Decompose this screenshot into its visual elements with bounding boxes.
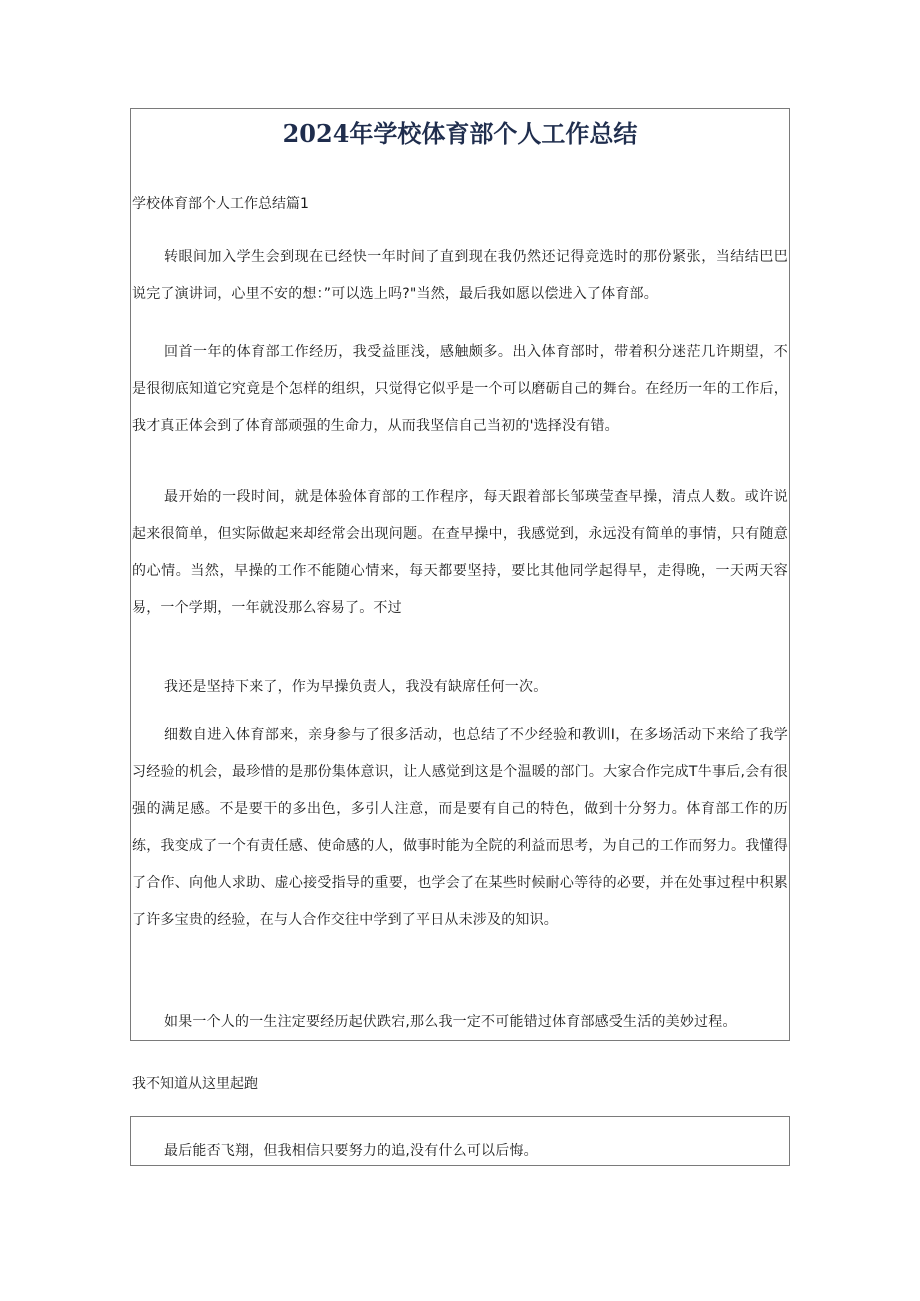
paragraph-2: 回首一年的体育部工作经历，我受益匪浅，感触颇多。出入体育部时，带着积分迷茫几许期望，不是很彻底知道它究竟是个怎样的组织，只觉得它似乎是一个可以磨砺自己的舞台。在经历一年的工作后，我才真正体会到了体育部顽强的生命力，从而我坚信自己当初的'选择没有错。 bbox=[132, 344, 788, 434]
paragraph-3: 最开始的一段时间，就是体验体育部的工作程序，每天跟着部长邹瑛莹查早操，清点人数。或许说起来很简单，但实际做起来却经常会出现问题。在查早操中，我感觉到，永远没有简单的事情，只有随意的心情。当然，早操的工作不能随心情来，每天都要坚持，要比其他同学起得早，走得晚，一天两天容易，一个学期，一年就没那么容易了。不过 bbox=[132, 489, 788, 616]
final-paragraph: 最后能否飞翔，但我相信只要努力的追,没有什么可以后悔。 bbox=[164, 1143, 538, 1159]
document-title: 2024年学校体育部个人工作总结 bbox=[282, 119, 638, 148]
paragraph-5: 细数自进入体育部来，亲身参与了很多活动，也总结了不少经验和教训I，在多场活动下来给了我学习经验的机会，最珍惜的是那份集体意识，让人感觉到这是个温暖的部门。大家合作完成T牛事后,会有很强的满足感。不是要干的多出色，多引人注意，而是要有自己的特色，做到十分努力。体育部工作的历练，我变成了一个有责任感、使命感的人，做事时能为全院的利益而思考，为自己的工作而努力。我懂得了合作、向他人求助、虚心接受指导的重要，也学会了在某些时候耐心等待的必要，并在处事过程中积累了许多宝贵的经验，在与人合作交往中学到了平日从未涉及的知识。 bbox=[132, 727, 788, 928]
section-heading: 学校体育部个人工作总结篇1 bbox=[132, 196, 309, 212]
outside-frame-line: 我不知道从这里起跑 bbox=[132, 1076, 258, 1092]
paragraph-1: 转眼间加入学生会到现在已经快一年时间了直到现在我仍然还记得竞选时的那份紧张，当结结巴巴说完了演讲词，心里不安的想：”可以选上吗?"当然，最后我如愿以偿进入了体育部。 bbox=[132, 249, 788, 302]
paragraph-4: 我还是坚持下来了，作为早操负责人，我没有缺席任何一次。 bbox=[164, 679, 548, 695]
paragraph-6: 如果一个人的一生注定要经历起伏跌宕,那么我一定不可能错过体育部感受生活的美妙过程。 bbox=[164, 1014, 737, 1030]
